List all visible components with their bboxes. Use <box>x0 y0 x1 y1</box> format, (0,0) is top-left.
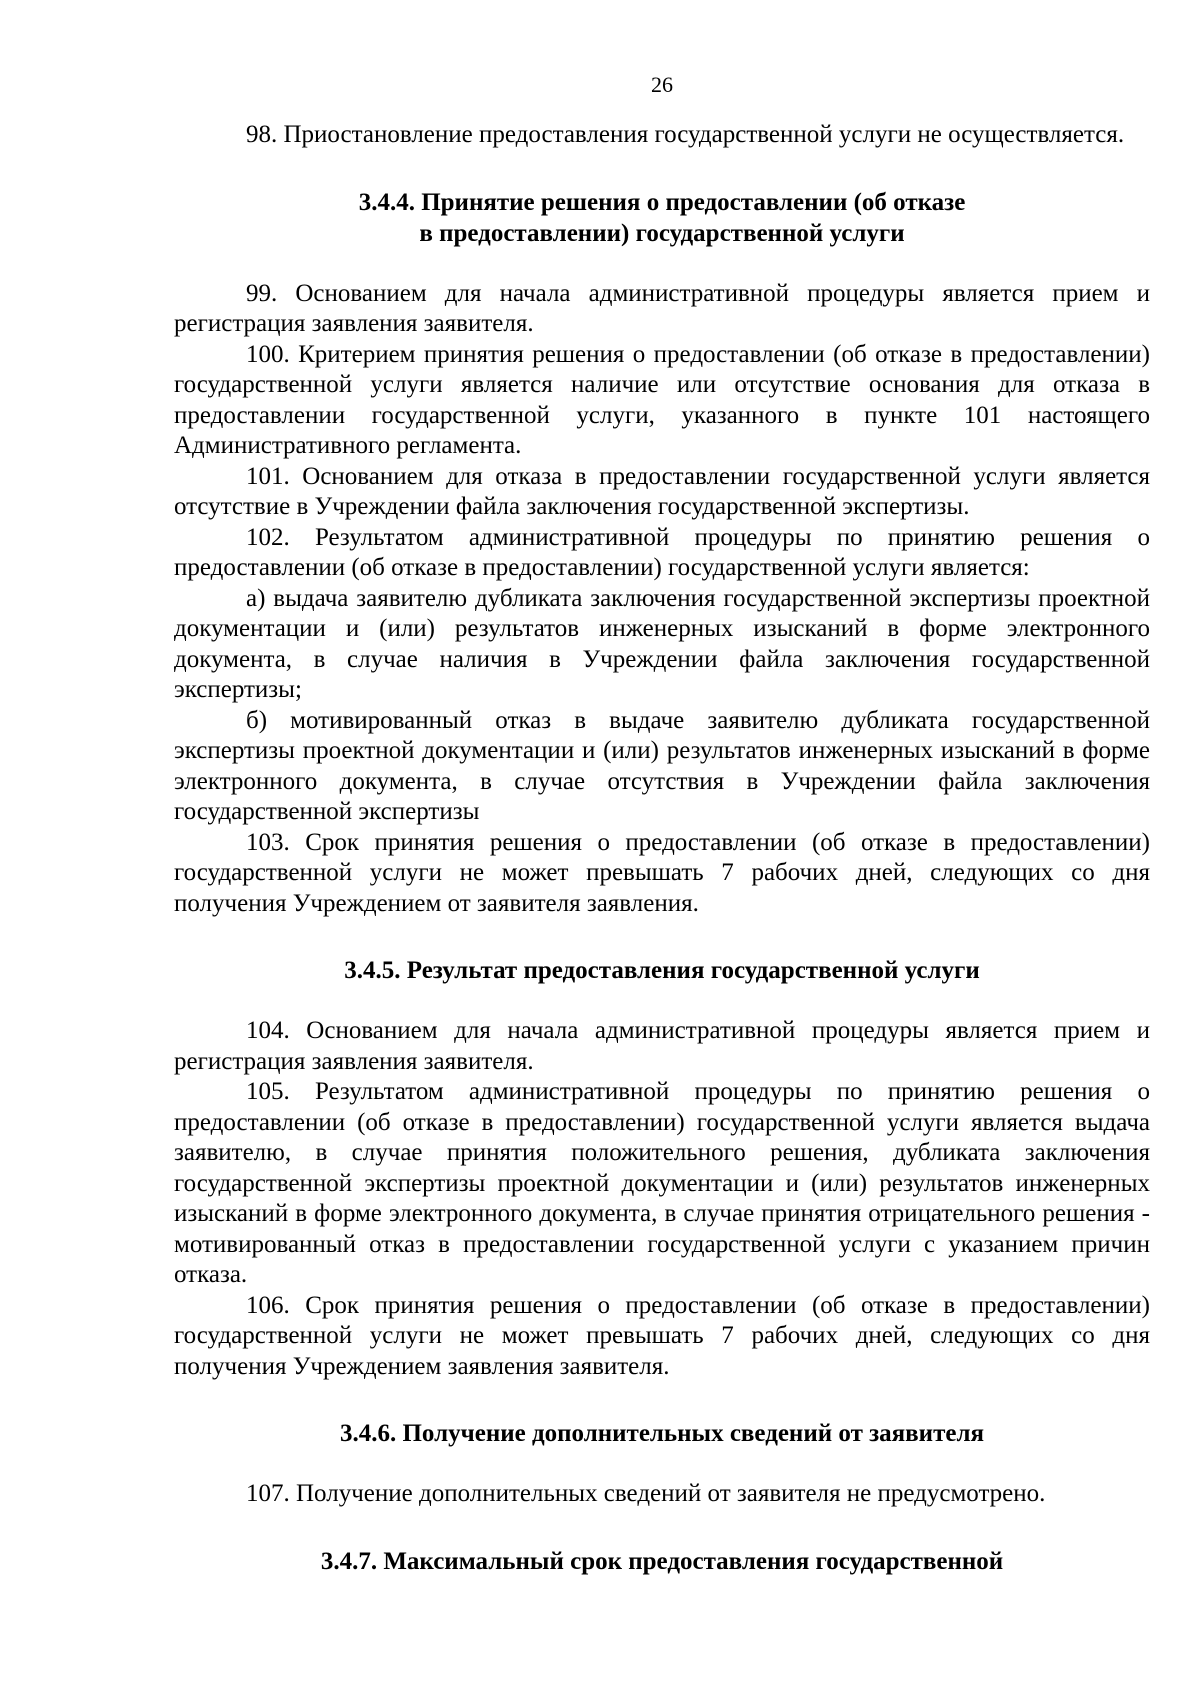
section-heading-3-4-4-line1: 3.4.4. Принятие решения о предоставлении (об отказе <box>358 188 966 216</box>
paragraph-103: 103. Срок принятия решения о предоставлении (об отказе в предоставлении) государственной услуги не может превышать 7 рабочих дней, следующих со дня получения Учреждением от заявителя заявления. <box>174 828 1150 917</box>
paragraph-100: 100. Критерием принятия решения о предоставлении (об отказе в предоставлении) государственной услуги является наличие или отсутствие основания для отказа в предоставлении государственной услуги, указанного в пункте 101 настоящего Административного регламента. <box>174 340 1150 459</box>
section-3-4-5-body <box>174 1016 1150 1382</box>
section-heading-3-4-4 <box>174 187 1150 249</box>
section-heading-3-4-7: 3.4.7. Максимальный срок предоставления государственной <box>320 1547 1004 1575</box>
paragraph-101: 101. Основанием для отказа в предоставлении государственной услуги является отсутствие в Учреждении файла заключения государственной экспертизы. <box>174 462 1150 520</box>
document-body <box>174 120 1150 1577</box>
page-number: 26 <box>651 72 673 97</box>
paragraph-105: 105. Результатом административной процедуры по принятию решения о предоставлении (об отказе в предоставлении) государственной услуги является выдача заявителю, в случае принятия положительного решения, дубликата заключения государственной экспертизы проектной документации и (или) результатов инженерных изысканий в форме электронного документа, в случае принятия отрицательного решения - мотивированный отказ в предоставлении государственной услуги с указанием причин отказа. <box>174 1078 1150 1288</box>
section-3-4-4-body <box>174 279 1150 920</box>
section-heading-3-4-5: 3.4.5. Результат предоставления государственной услуги <box>344 957 980 984</box>
paragraph-106: 106. Срок принятия решения о предоставлении (об отказе в предоставлении) государственной услуги не может превышать 7 рабочих дней, следующих со дня получения Учреждением заявления заявителя. <box>174 1291 1150 1380</box>
paragraph-102-a: а) выдача заявителю дубликата заключения государственной экспертизы проектной документации и (или) результатов инженерных изысканий в форме электронного документа, в случае наличия в Учреждении файла заключения государственной экспертизы; <box>174 584 1150 703</box>
paragraph-102: 102. Результатом административной процедуры по принятию решения о предоставлении (об отказе в предоставлении) государственной услуги является: <box>174 523 1150 581</box>
paragraph-99: 99. Основанием для начала административной процедуры является прием и регистрация заявления заявителя. <box>174 279 1150 337</box>
section-3-4-6-body <box>174 1479 1150 1510</box>
section-heading-3-4-4-line2: в предоставлении) государственной услуги <box>419 219 905 247</box>
paragraph-102-b: б) мотивированный отказ в выдаче заявителю дубликата государственной экспертизы проектной документации и (или) результатов инженерных изысканий в форме электронного документа, в случае отсутствия в Учреждении файла заключения государственной экспертизы <box>174 706 1150 825</box>
paragraph-107: 107. Получение дополнительных сведений от заявителя не предусмотрено. <box>246 1480 1046 1507</box>
section-heading-3-4-6: 3.4.6. Получение дополнительных сведений от заявителя <box>339 1420 985 1447</box>
paragraph-104: 104. Основанием для начала административной процедуры является прием и регистрация заявления заявителя. <box>174 1017 1150 1075</box>
paragraph-98: 98. Приостановление предоставления государственной услуги не осуществляется. <box>246 121 1125 148</box>
